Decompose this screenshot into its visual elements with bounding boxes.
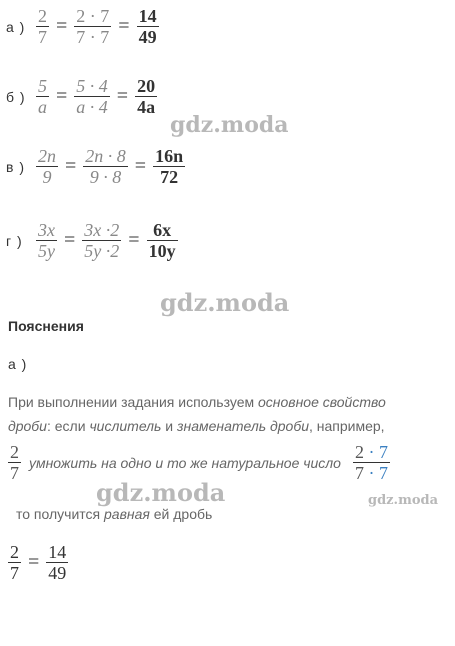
text-italic: дроби (8, 418, 47, 434)
fraction (83, 146, 128, 187)
fraction (74, 76, 110, 117)
numerator: 14 (48, 542, 67, 562)
denominator: a (38, 97, 47, 117)
explanation-line-3 (4, 442, 394, 483)
multiplier: · 7 (363, 442, 388, 462)
part-label: б ) (6, 88, 26, 105)
watermark: gdz.moda (160, 288, 290, 317)
watermark: gdz.moda (368, 493, 439, 508)
fraction (147, 220, 178, 261)
text-italic: умножить на одно и то же натуральное число (29, 454, 341, 471)
fraction (36, 146, 58, 187)
text: ей дробь (149, 506, 213, 522)
numerator: 2n (38, 146, 56, 166)
denominator: 49 (48, 563, 67, 583)
denominator: 49 (138, 27, 157, 47)
fraction (74, 6, 111, 47)
text-italic: знаменатель дроби (177, 418, 309, 434)
text: , например, (309, 418, 385, 434)
equals-sign: = (64, 229, 76, 251)
fraction (135, 76, 157, 117)
explanation-line-1 (8, 390, 386, 414)
denominator: 9 (42, 167, 52, 187)
equals-sign: = (65, 155, 77, 177)
text: : если (46, 418, 90, 434)
digit: 7 (354, 463, 364, 483)
result-equation (4, 542, 72, 583)
part-label: а ) (6, 18, 26, 35)
fraction (8, 542, 21, 583)
text: и (161, 418, 178, 434)
part-g (0, 220, 182, 261)
fraction (82, 220, 121, 261)
part-label: в ) (6, 158, 25, 175)
denominator: 7 (10, 463, 19, 483)
text: При выполнении задания используем (8, 394, 258, 410)
digit: 2 (354, 442, 364, 462)
numerator: 6x (153, 220, 172, 240)
denominator: 5y ·2 (84, 241, 120, 261)
denominator (353, 463, 390, 483)
text-italic: основное свойство (258, 394, 386, 410)
numerator: 2 (10, 442, 19, 462)
numerator: 14 (138, 6, 157, 26)
denominator: 5y (38, 241, 55, 261)
part-a (0, 6, 163, 47)
text-italic: равная (104, 506, 150, 522)
equals-sign: = (116, 85, 129, 107)
numerator: 2 (10, 542, 19, 562)
equals-sign: = (56, 15, 68, 37)
numerator (353, 442, 390, 462)
denominator: 4a (137, 97, 156, 117)
equals-sign: = (128, 229, 140, 251)
section-heading: Пояснения (8, 318, 84, 334)
denominator: 9 · 8 (89, 167, 122, 187)
fraction (353, 442, 390, 483)
numerator: 3x ·2 (84, 220, 120, 240)
denominator: 7 (10, 563, 19, 583)
text: то получится (16, 506, 104, 522)
denominator: 72 (160, 167, 179, 187)
equals-sign: = (28, 551, 40, 573)
explanation-line-4 (16, 502, 212, 526)
numerator: 3x (38, 220, 55, 240)
fraction (36, 6, 49, 47)
denominator: 10y (148, 241, 176, 261)
equals-sign: = (56, 85, 68, 107)
fraction (36, 76, 49, 117)
part-v (0, 146, 189, 187)
fraction (36, 220, 57, 261)
numerator: 5 · 4 (76, 76, 108, 96)
numerator: 16n (155, 146, 184, 166)
equals-sign: = (134, 155, 147, 177)
watermark: gdz.moda (170, 112, 289, 138)
fraction (46, 542, 68, 583)
text-italic: числитель (89, 418, 162, 434)
numerator: 2 (38, 6, 47, 26)
equals-sign: = (118, 15, 130, 37)
denominator: 7 (38, 27, 47, 47)
numerator: 2 · 7 (76, 6, 110, 26)
part-b (0, 76, 161, 117)
numerator: 2n · 8 (85, 146, 126, 166)
watermark: gdz.moda (96, 478, 226, 507)
fraction (153, 146, 185, 187)
numerator: 5 (38, 76, 47, 96)
fraction (137, 6, 159, 47)
denominator: 7 · 7 (76, 27, 110, 47)
multiplier: · 7 (363, 463, 388, 483)
part-label: г ) (6, 232, 23, 249)
numerator: 20 (137, 76, 156, 96)
denominator: a · 4 (76, 97, 108, 117)
fraction (8, 442, 21, 483)
sub-label: а ) (8, 356, 28, 372)
explanation-line-2 (8, 414, 385, 438)
